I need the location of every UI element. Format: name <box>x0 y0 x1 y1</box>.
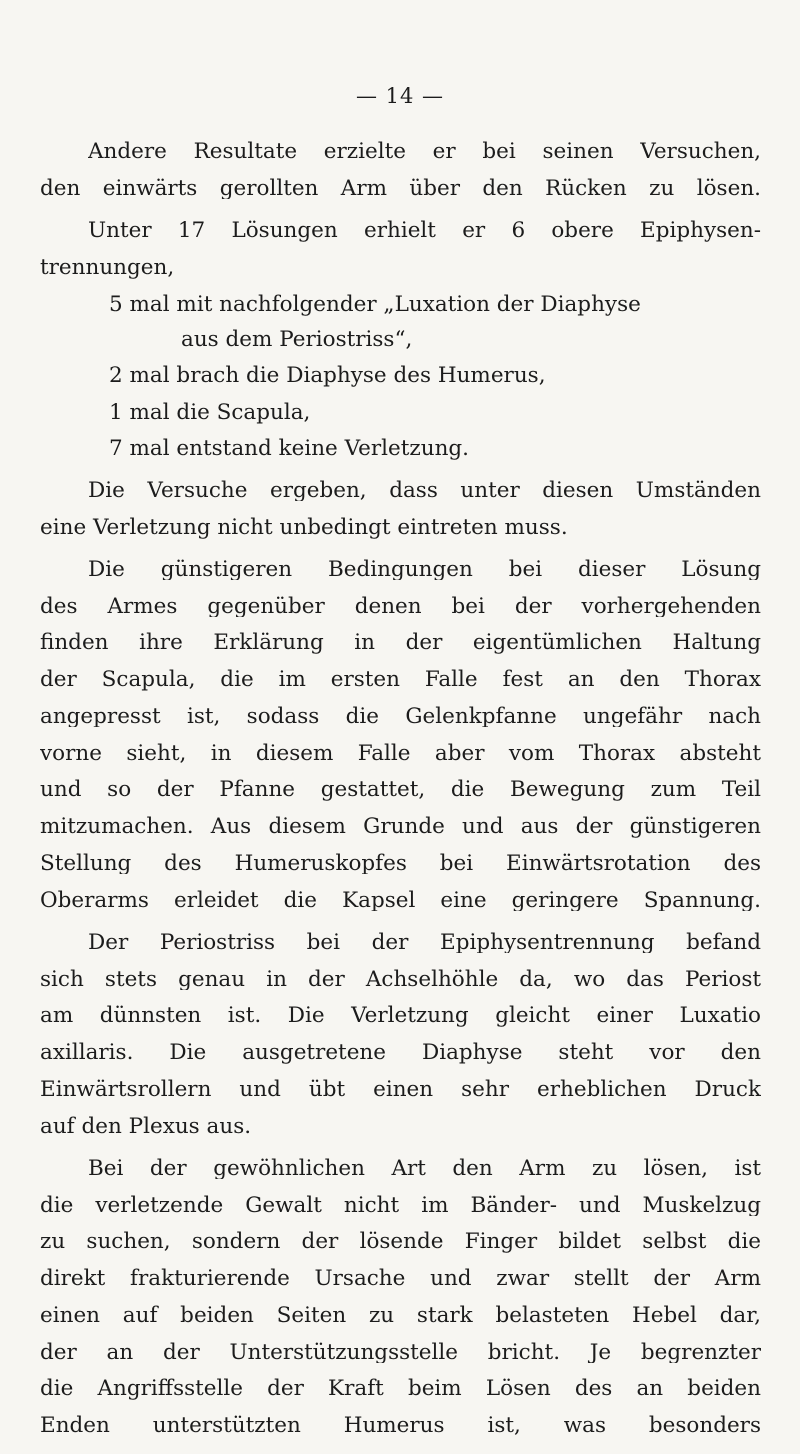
text-line: Oberarms erleidet die Kapsel eine geringere Spannung. <box>40 889 761 912</box>
text-line: die verletzende Gewalt nicht im Bänder- und Muskelzug <box>40 1194 761 1217</box>
text-line: Einwärtsrollern und übt einen sehr erheblichen Druck <box>40 1078 761 1101</box>
text-line: direkt frakturierende Ursache und zwar stellt der Arm <box>40 1268 761 1290</box>
text-line: Bei der gewöhnlichen Art den Arm zu lösen, ist <box>88 1157 761 1180</box>
text-line: mitzumachen. Aus diesem Grunde und aus der günstigeren <box>40 816 761 838</box>
text-line: Die günstigeren Bedingungen bei dieser Lösung <box>88 558 761 581</box>
text-line: 2 mal brach die Diaphyse des Humerus, <box>109 363 546 389</box>
text-line: Andere Resultate erzielte er bei seinen Versuchen, <box>88 141 761 163</box>
text-line: den einwärts gerollten Arm über den Rücken zu lösen. <box>40 177 761 200</box>
text-line: Unter 17 Lösungen erhielt er 6 obere Epiphysen- <box>88 220 761 242</box>
text-line: trennungen, <box>40 254 175 280</box>
page-number: — 14 — <box>355 84 445 108</box>
text-line: am dünnsten ist. Die Verletzung gleicht einer Luxatio <box>40 1005 761 1027</box>
text-line: des Armes gegenüber denen bei der vorhergehenden <box>40 595 761 618</box>
text-line: axillaris. Die ausgetretene Diaphyse steht vor den <box>40 1042 761 1064</box>
text-line: sich stets genau in der Achselhöhle da, wo das Periost <box>40 968 761 991</box>
text-line: einen auf beiden Seiten zu stark belasteten Hebel dar, <box>40 1304 761 1327</box>
text-line: Enden unterstützten Humerus ist, was besonders <box>40 1415 761 1437</box>
text-line: der an der Unterstützungsstelle bricht. Je begrenzter <box>40 1341 761 1363</box>
text-line: vorne sieht, in diesem Falle aber vom Thorax absteht <box>40 742 761 765</box>
text-line: angepresst ist, sodass die Gelenkpfanne ungefähr nach <box>40 705 761 728</box>
text-line: auf den Plexus aus. <box>40 1113 252 1139</box>
text-line: Stellung des Humeruskopfes bei Einwärtsrotation des <box>40 852 761 875</box>
text-line: 1 mal die Scapula, <box>109 399 311 425</box>
text-line: 7 mal entstand keine Verletzung. <box>109 435 470 461</box>
text-line: Die Versuche ergeben, dass unter diesen Umständen <box>88 479 761 502</box>
text-line: und so der Pfanne gestattet, die Bewegung zum Teil <box>40 779 761 801</box>
text-line: zu suchen, sondern der lösende Finger bildet selbst die <box>40 1231 761 1253</box>
text-line: eine Verletzung nicht unbedingt eintreten muss. <box>40 514 568 540</box>
text-line: aus dem Periostriss“, <box>181 327 413 353</box>
text-line: der Scapula, die im ersten Falle fest an den Thorax <box>40 669 761 691</box>
text-line: Der Periostriss bei der Epiphysentrennung befand <box>88 931 761 954</box>
text-line: finden ihre Erklärung in der eigentümlichen Haltung <box>40 632 761 654</box>
text-line: die Angriffsstelle der Kraft beim Lösen des an beiden <box>40 1378 761 1400</box>
text-line: 5 mal mit nachfolgender „Luxation der Diaphyse <box>109 291 641 317</box>
